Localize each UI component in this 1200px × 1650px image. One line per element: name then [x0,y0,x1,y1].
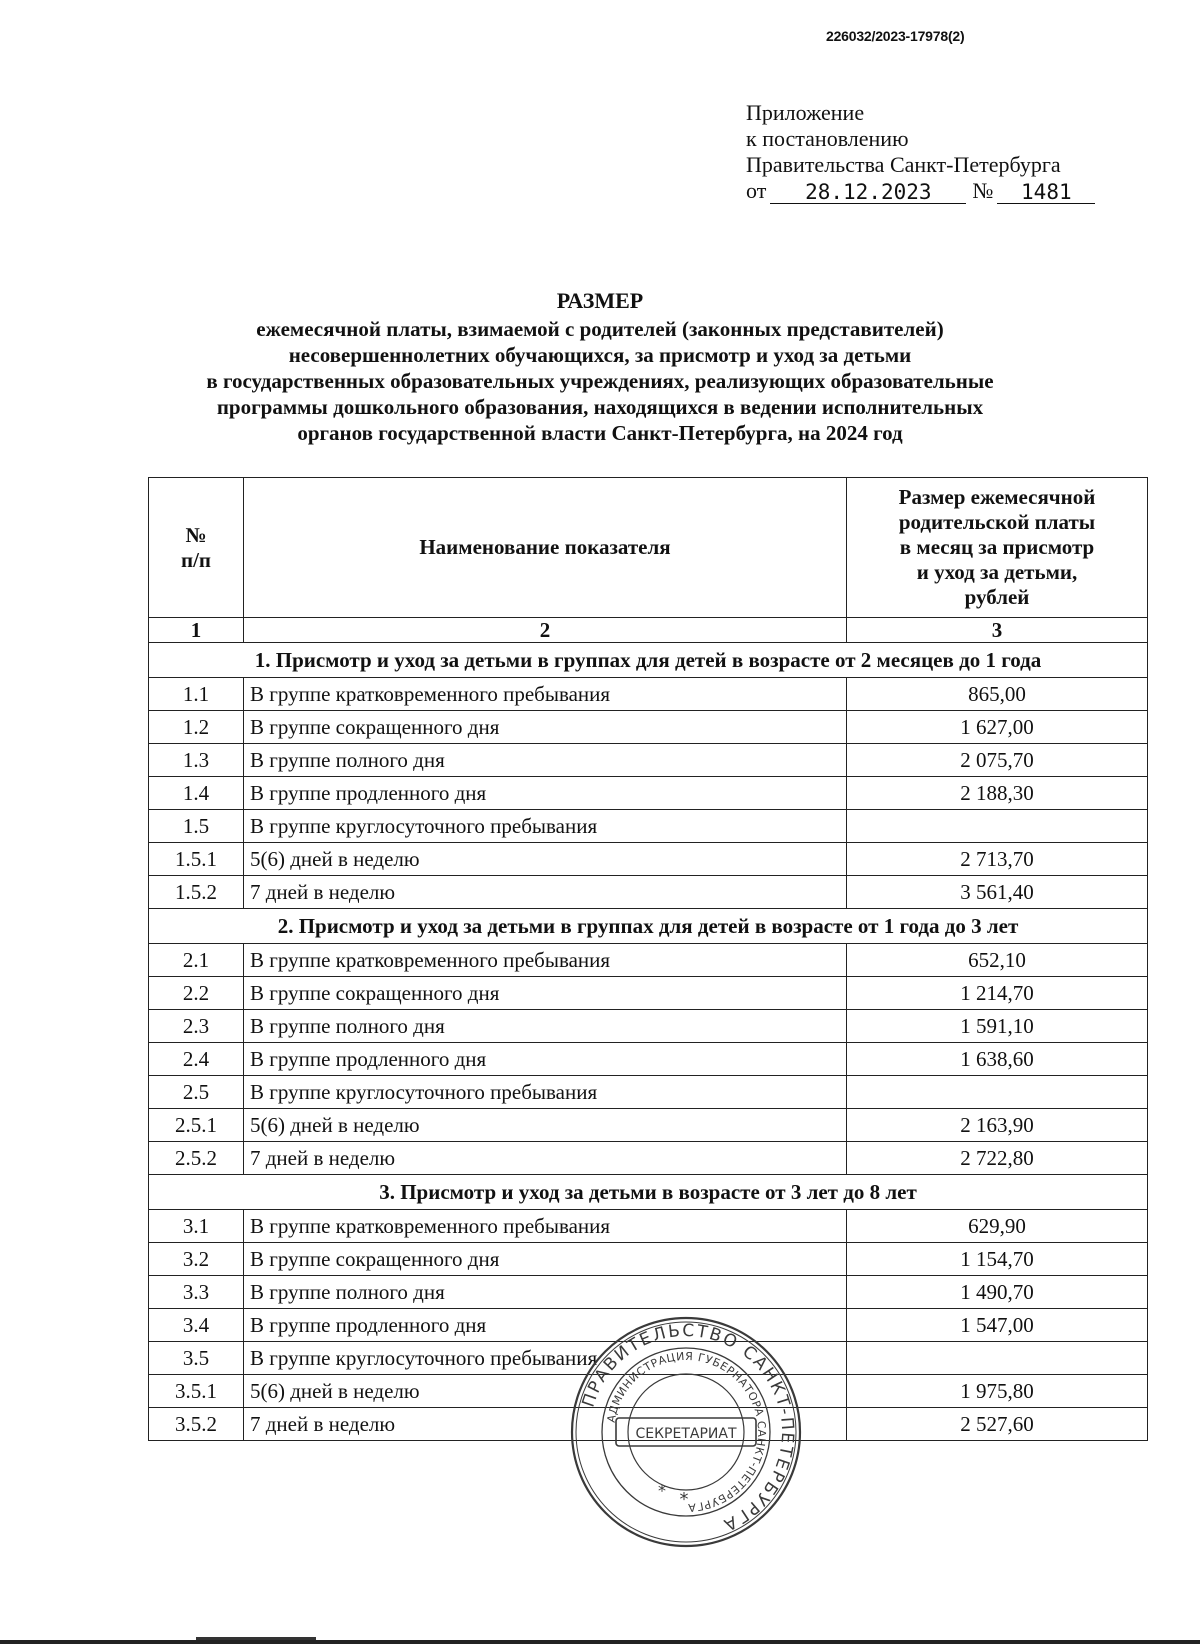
row-fee-value: 2 163,90 [847,1109,1148,1142]
row-fee-value: 2 527,60 [847,1408,1148,1441]
table-row [149,678,1148,711]
header-number-line: п/п [180,547,212,572]
row-fee-value: 1 638,60 [847,1043,1148,1076]
row-indicator: 5(6) дней в неделю [244,1375,847,1408]
table-row [149,1276,1148,1309]
bottom-scan-edge [0,1640,1200,1644]
row-number: 2.5.1 [149,1109,244,1142]
table-row [149,1109,1148,1142]
appendix-header [746,100,1095,204]
column-number: 2 [244,618,847,643]
row-number: 3.1 [149,1210,244,1243]
title-line: несовершеннолетних обучающихся, за присмотр и уход за детьми [288,343,912,367]
table-row [149,876,1148,909]
seal-center-text: СЕКРЕТАРИАТ [635,1426,737,1442]
row-number: 2.5 [149,1076,244,1109]
resolution-date: 28.12.2023 [770,181,966,204]
row-fee-value [847,810,1148,843]
table-row [149,744,1148,777]
header-number [149,478,244,618]
header-fee-line: рублей [964,585,1030,609]
row-number: 3.5.1 [149,1375,244,1408]
table-row [149,777,1148,810]
column-number-row [149,618,1148,643]
resolution-number: 1481 [997,181,1095,204]
table-row [149,1010,1148,1043]
title-line: органов государственной власти Санкт-Петербурга, на 2024 год [297,421,903,445]
row-number: 1.5.1 [149,843,244,876]
header-fee-line: Размер ежемесячной [898,485,1096,509]
table-header-row [149,478,1148,618]
row-indicator: В группе полного дня [244,1276,847,1309]
row-number: 1.2 [149,711,244,744]
table-row [149,1043,1148,1076]
appendix-line: к постановлению [746,126,909,151]
column-number: 3 [847,618,1148,643]
section-heading: 1. Присмотр и уход за детьми в группах для детей в возрасте от 2 месяцев до 1 года [149,643,1148,678]
row-number: 1.3 [149,744,244,777]
table-row [149,843,1148,876]
row-indicator: 7 дней в неделю [244,1408,847,1441]
row-number: 2.4 [149,1043,244,1076]
appendix-date-line [746,178,1095,204]
row-indicator: 5(6) дней в неделю [244,1109,847,1142]
section-heading: 2. Присмотр и уход за детьми в группах для детей в возрасте от 1 года до 3 лет [149,909,1148,944]
header-fee-amount [847,478,1148,618]
row-number: 2.5.2 [149,1142,244,1175]
table-row [149,1142,1148,1175]
row-indicator: В группе кратковременного пребывания [244,1210,847,1243]
row-indicator: В группе полного дня [244,744,847,777]
row-fee-value: 2 722,80 [847,1142,1148,1175]
header-fee-line: в месяц за присмотр [899,535,1095,559]
seal-inner-text: АДМИНИСТРАЦИЯ ГУБЕРНАТОРА САНКТ-ПЕТЕРБУРГА [604,1349,769,1515]
row-indicator: 7 дней в неделю [244,1142,847,1175]
row-fee-value: 629,90 [847,1210,1148,1243]
row-fee-value: 1 975,80 [847,1375,1148,1408]
row-number: 1.1 [149,678,244,711]
row-fee-value: 1 591,10 [847,1010,1148,1043]
fee-table [148,477,1148,1441]
row-fee-value: 2 713,70 [847,843,1148,876]
row-indicator: В группе сокращенного дня [244,977,847,1010]
row-fee-value: 865,00 [847,678,1148,711]
header-fee-line: родительской платы [898,510,1096,534]
appendix-line: Правительства Санкт-Петербурга [746,152,1061,177]
row-number: 1.5.2 [149,876,244,909]
title-line: в государственных образовательных учреждениях, реализующих образовательные [206,369,994,393]
table-row [149,1210,1148,1243]
row-indicator: В группе кратковременного пребывания [244,944,847,977]
row-number: 3.5.2 [149,1408,244,1441]
row-number: 3.5 [149,1342,244,1375]
row-indicator: 7 дней в неделю [244,876,847,909]
row-indicator: В группе кратковременного пребывания [244,678,847,711]
column-number: 1 [149,618,244,643]
row-fee-value: 2 075,70 [847,744,1148,777]
document-registration-code: 226032/2023-17978(2) [826,28,965,44]
row-fee-value [847,1342,1148,1375]
table-row [149,810,1148,843]
row-number: 1.5 [149,810,244,843]
row-indicator: В группе круглосуточного пребывания [244,1342,847,1375]
row-fee-value: 1 214,70 [847,977,1148,1010]
table-row [149,977,1148,1010]
section-heading-row [149,1175,1148,1210]
row-fee-value: 1 547,00 [847,1309,1148,1342]
seal-star-icon: * [658,1481,666,1500]
row-indicator: В группе полного дня [244,1010,847,1043]
row-number: 1.4 [149,777,244,810]
row-number: 2.3 [149,1010,244,1043]
table-row [149,944,1148,977]
row-indicator: В группе сокращенного дня [244,711,847,744]
row-fee-value: 1 154,70 [847,1243,1148,1276]
table-row [149,1076,1148,1109]
header-indicator-name: Наименование показателя [244,478,847,618]
row-indicator: В группе продленного дня [244,777,847,810]
row-indicator: В группе продленного дня [244,1309,847,1342]
number-prefix: № [972,178,994,203]
official-seal [566,1312,806,1552]
row-indicator: В группе круглосуточного пребывания [244,1076,847,1109]
row-fee-value: 2 188,30 [847,777,1148,810]
row-number: 2.1 [149,944,244,977]
title-line: ежемесячной платы, взимаемой с родителей (законных представителей) [256,317,944,341]
date-prefix: от [746,178,767,203]
section-heading-row [149,909,1148,944]
row-indicator: В группе круглосуточного пребывания [244,810,847,843]
section-heading-row [149,643,1148,678]
title-main: РАЗМЕР [556,288,644,313]
row-indicator: В группе продленного дня [244,1043,847,1076]
document-title [60,288,1140,446]
row-fee-value: 1 627,00 [847,711,1148,744]
row-fee-value [847,1076,1148,1109]
header-fee-line: и уход за детьми, [916,560,1078,584]
row-number: 3.4 [149,1309,244,1342]
row-number: 3.3 [149,1276,244,1309]
row-fee-value: 1 490,70 [847,1276,1148,1309]
appendix-line: Приложение [746,100,865,125]
seal-star-icon: * [679,1489,689,1510]
row-fee-value: 3 561,40 [847,876,1148,909]
header-number-line: № [185,522,207,547]
row-number: 3.2 [149,1243,244,1276]
row-indicator: 5(6) дней в неделю [244,843,847,876]
title-line: программы дошкольного образования, находящихся в ведении исполнительных [216,395,984,419]
table-row [149,1243,1148,1276]
row-number: 2.2 [149,977,244,1010]
row-indicator: В группе сокращенного дня [244,1243,847,1276]
seal-outer-text: ПРАВИТЕЛЬСТВО САНКТ-ПЕТЕРБУРГА [578,1320,798,1536]
section-heading: 3. Присмотр и уход за детьми в возрасте от 3 лет до 8 лет [149,1175,1148,1210]
table-row [149,711,1148,744]
row-fee-value: 652,10 [847,944,1148,977]
